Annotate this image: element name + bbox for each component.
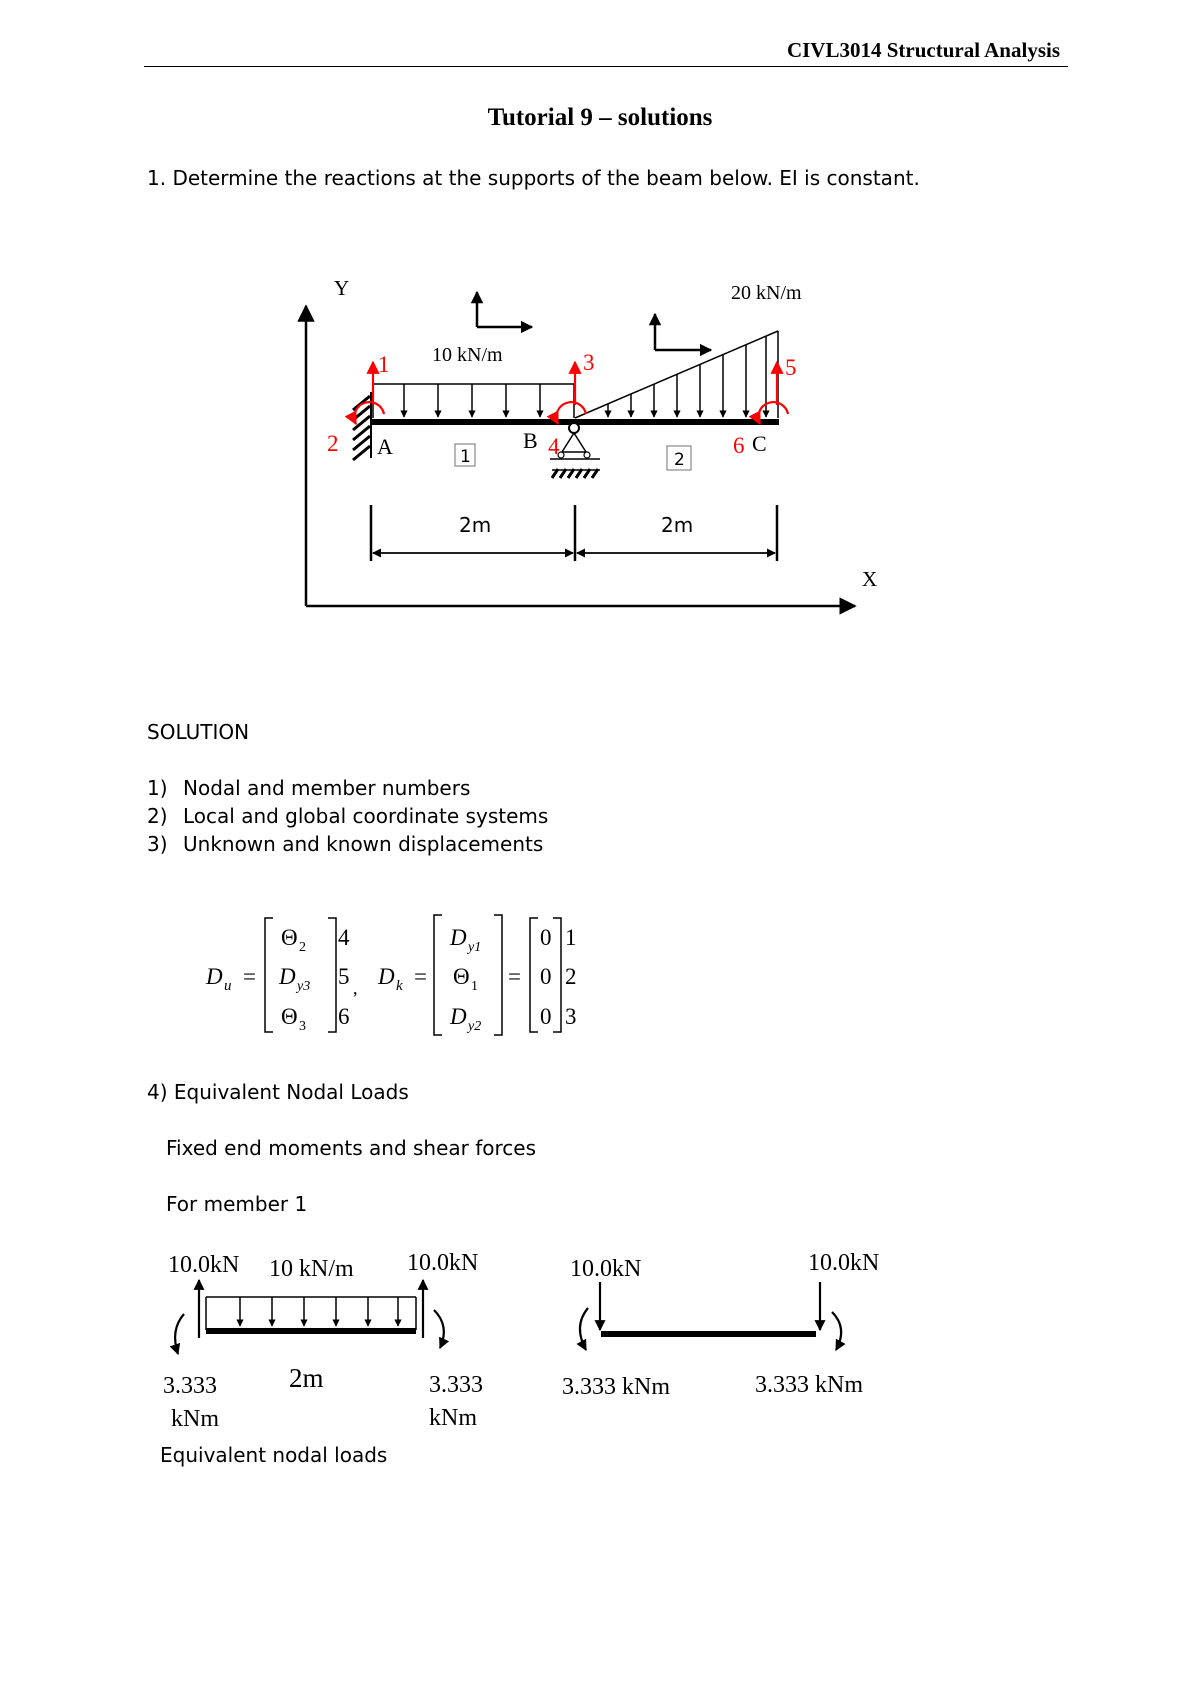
- svg-text:y3: y3: [297, 979, 311, 994]
- dof-2-label: 2: [327, 431, 339, 456]
- dk-entry-2: Θ: [453, 964, 470, 989]
- node-c-label: C: [752, 431, 767, 456]
- member-2-label: 2: [674, 450, 685, 470]
- svg-text:1: 1: [471, 979, 478, 994]
- svg-text:0: 0: [540, 1004, 552, 1029]
- local-coordinate-icon-2: [655, 314, 711, 350]
- dk-label: D: [378, 964, 395, 989]
- svg-text:0: 0: [540, 964, 552, 989]
- member-span-label: 2m: [289, 1363, 324, 1393]
- du-entry-1: Θ: [281, 925, 298, 950]
- left-shear-label: 10.0kN: [168, 1252, 240, 1278]
- step-4-heading: 4) Equivalent Nodal Loads: [147, 1080, 409, 1104]
- du-label: D: [206, 964, 223, 989]
- eq-right-moment-arrow: [832, 1312, 841, 1350]
- svg-text:4: 4: [338, 925, 350, 950]
- right-moment-arrow: [434, 1310, 444, 1348]
- local-coordinate-icon-1: [477, 292, 532, 327]
- eq-right-moment-label: 3.333 kNm: [755, 1372, 863, 1398]
- svg-text:u: u: [224, 978, 232, 994]
- dof-5-label: 5: [785, 355, 797, 380]
- right-moment-unit: kNm: [429, 1405, 477, 1431]
- dof-3-label: 3: [583, 350, 595, 375]
- question-text: 1. Determine the reactions at the supports of the beam below. EI is constant.: [147, 166, 920, 190]
- svg-text:=: =: [243, 964, 256, 989]
- eq-left-moment-arrow: [580, 1308, 588, 1350]
- course-header: CIVL3014 Structural Analysis: [786, 38, 1060, 62]
- dof-6-label: 6: [733, 433, 745, 458]
- node-b-label: B: [523, 428, 538, 453]
- du-entry-2: D: [279, 964, 296, 989]
- dk-entry-1: D: [450, 925, 467, 950]
- svg-text:y1: y1: [468, 940, 482, 955]
- svg-text:,: ,: [353, 978, 358, 998]
- svg-text:3: 3: [565, 1004, 577, 1029]
- x-axis-label: X: [862, 567, 878, 591]
- eq-left-moment-label: 3.333 kNm: [562, 1374, 670, 1400]
- right-moment-value: 3.333: [429, 1372, 483, 1398]
- dk-entry-3: D: [450, 1004, 467, 1029]
- svg-text:6: 6: [338, 1004, 350, 1029]
- eq-left-force-label: 10.0kN: [570, 1256, 642, 1282]
- svg-text:2: 2: [565, 964, 577, 989]
- svg-text:=: =: [508, 964, 521, 989]
- uniform-load-label: 10 kN/m: [432, 344, 503, 366]
- svg-text:2: 2: [299, 940, 306, 955]
- page-title: Tutorial 9 – solutions: [487, 104, 713, 131]
- for-member-text: For member 1: [166, 1192, 308, 1216]
- left-moment-unit: kNm: [171, 1406, 219, 1432]
- left-moment-arrow: [175, 1314, 184, 1354]
- caption-equivalent-nodal-loads: Equivalent nodal loads: [160, 1443, 388, 1467]
- y-axis-label: Y: [334, 276, 350, 300]
- svg-text:5: 5: [338, 964, 350, 989]
- solution-heading: SOLUTION: [147, 720, 250, 744]
- span-1-label: 2m: [459, 513, 492, 537]
- eq-right-force-label: 10.0kN: [808, 1250, 880, 1276]
- displacement-matrices: [0, 900, 1200, 1050]
- span-2-label: 2m: [661, 513, 694, 537]
- distributed-load-label: 10 kN/m: [269, 1256, 354, 1282]
- triangular-load-20: [575, 331, 778, 418]
- left-moment-value: 3.333: [163, 1373, 217, 1399]
- dof-4-label: 4: [548, 434, 560, 459]
- right-shear-label: 10.0kN: [407, 1250, 479, 1276]
- dof-1-label: 1: [378, 352, 390, 377]
- fixed-end-diagram: [0, 1230, 1200, 1460]
- beam-diagram: [0, 0, 1200, 700]
- svg-text:3: 3: [299, 1019, 306, 1034]
- du-entry-3: Θ: [281, 1004, 298, 1029]
- svg-text:0: 0: [540, 925, 552, 950]
- list-item: 1) Nodal and member numbers: [147, 776, 471, 800]
- triangular-load-label: 20 kN/m: [731, 282, 802, 304]
- svg-text:y2: y2: [468, 1019, 482, 1034]
- uniform-load-10: [373, 384, 574, 418]
- list-item: 2) Local and global coordinate systems: [147, 804, 549, 828]
- fixed-end-text: Fixed end moments and shear forces: [166, 1136, 537, 1160]
- svg-text:k: k: [396, 978, 403, 994]
- list-item: 3) Unknown and known displacements: [147, 832, 544, 856]
- node-a-label: A: [377, 434, 393, 459]
- member-1-beam: [206, 1297, 416, 1331]
- svg-text:=: =: [414, 964, 427, 989]
- member-1-label: 1: [460, 447, 471, 467]
- solution-steps: [147, 774, 548, 858]
- svg-text:1: 1: [565, 925, 577, 950]
